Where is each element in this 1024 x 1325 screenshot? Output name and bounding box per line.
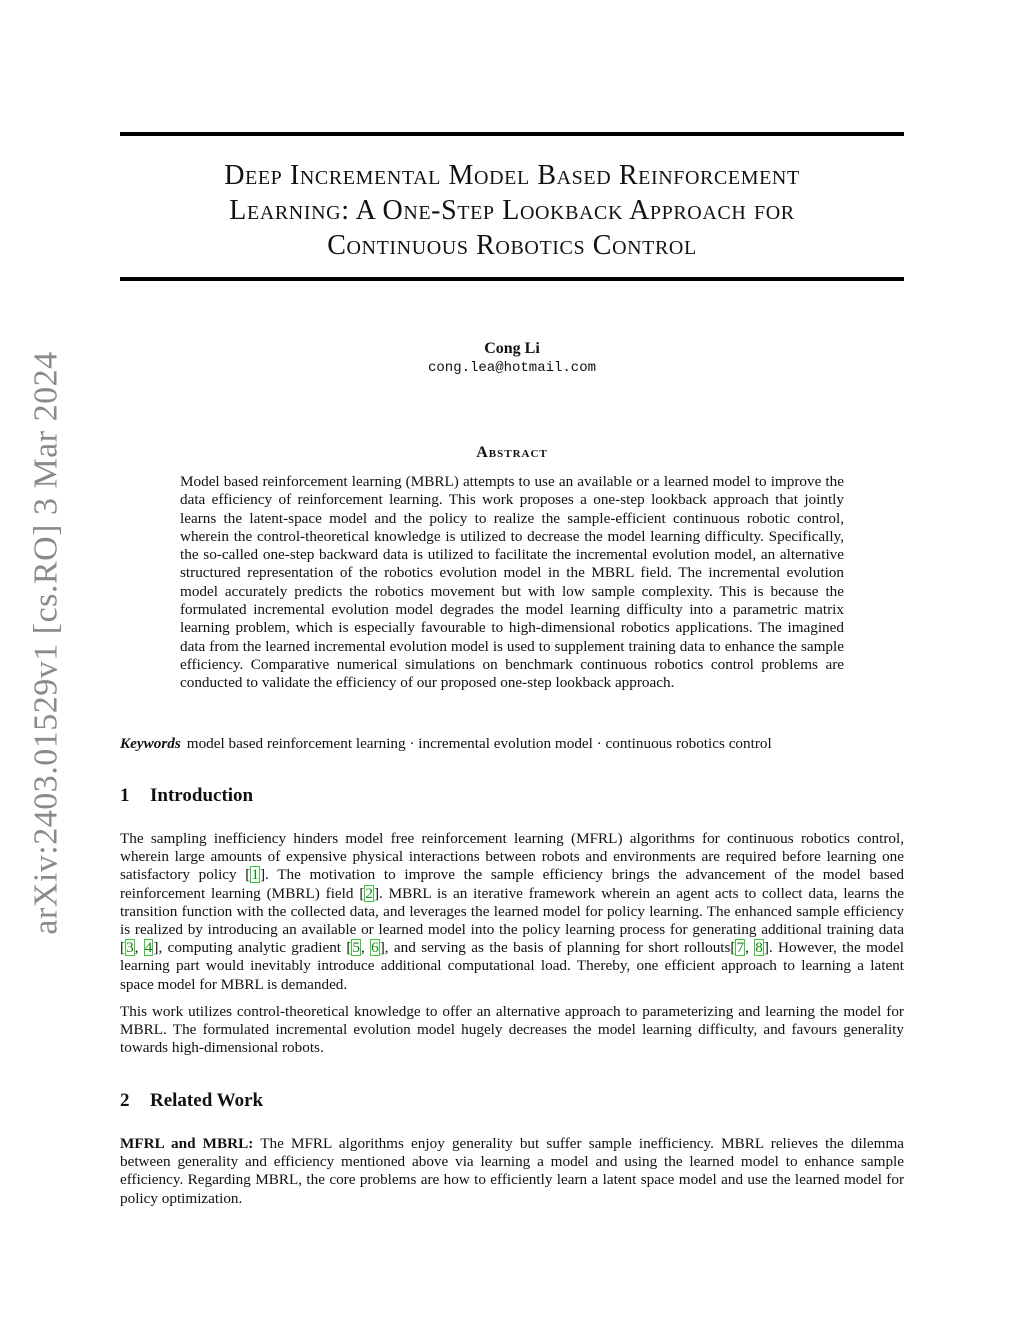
citation-link[interactable]: 1	[251, 866, 259, 884]
citation-link[interactable]: 8	[755, 939, 763, 957]
citation-link[interactable]: 4	[144, 939, 153, 957]
title-line-3: Continuous Robotics Control	[327, 230, 697, 261]
author-block	[0, 340, 1024, 376]
text-run: ], computing analytic gradient [	[153, 939, 352, 957]
abstract-text: Model based reinforcement learning (MBRL) attempts to use an available or a learned model to improve the data efficiency of reinforcement learning. This work proposes a one-step lookback approach that jointly learns the latent-space model and the policy to realize the sample-efficient continuous robotic control, wherein the control-theoretical knowledge is utilized to decrease the model learning difficulty. Specifically, the so-called one-step backward data is utilized to facilitate the incremental evolution model, an alternative structured representation of the robotics evolution model in the MBRL field. The incremental evolution model accurately predicts the robotics movement but with low sample complexity. This is because the formulated incremental evolution model degrades the model learning difficulty into a parametric matrix learning problem, which is especially favourable to high-dimensional robotics applications. The imagined data from the learned incremental evolution model is used to supplement training data to enhance the sample efficiency. Comparative numerical simulations on benchmark continuous robotics control problems are conducted to validate the efficiency of our proposed one-step lookback approach.	[180, 473, 844, 692]
text-run: ]. The motivation to improve the sample efficiency brings the advancement of the model based reinforcement learning (MBRL) field [	[120, 866, 905, 902]
author-email: cong.lea@hotmail.com	[427, 360, 597, 376]
title-line-2: Learning: A One-Step Lookback Approach for	[229, 195, 795, 226]
text-run: ,	[134, 939, 144, 957]
text-run: ]. However, the model learning part would inevitably introduce additional computational load. Thereby, one efficient approach to learning a latent space model for MBRL is demanded.	[120, 939, 905, 993]
paragraph-lead: MFRL and MBRL:	[120, 1135, 254, 1152]
arxiv-identifier-text: arXiv:2403.01529v1 [cs.RO] 3 Mar 2024	[28, 350, 66, 935]
intro-paragraph-1	[120, 830, 904, 994]
title-line-1: Deep Incremental Model Based Reinforcement	[224, 160, 800, 191]
citation-link[interactable]: 3	[126, 939, 134, 957]
keywords-text: model based reinforcement learning · incremental evolution model · continuous robotics control	[186, 735, 772, 752]
text-run: The sampling inefficiency hinders model free reinforcement learning (MFRL) algorithms for continuous robotics control, wherein large amounts of expensive physical interactions between robots and environments are required before learning one satisfactory policy [	[120, 830, 904, 884]
section-number: 1	[120, 785, 130, 806]
section-title: Related Work	[150, 1090, 264, 1111]
citation-link[interactable]: 7	[736, 939, 745, 957]
intro-paragraph-2: This work utilizes control-theoretical knowledge to offer an alternative approach to parameterizing and learning the model for MBRL. The formulated incremental evolution model hugely decreases the model learning difficulty, and favours generality towards high-dimensional robots.	[120, 1003, 904, 1057]
citation-link[interactable]: 6	[371, 939, 379, 957]
keywords-label: Keywords	[120, 735, 181, 752]
author-name: Cong Li	[484, 340, 540, 357]
title-top-rule	[120, 132, 904, 136]
text-run: ,	[745, 939, 755, 957]
paper-title	[120, 158, 904, 263]
section-number: 2	[120, 1090, 130, 1111]
text-run: ,	[361, 939, 371, 957]
text-run: ], and serving as the basis of planning for short rollouts[	[379, 939, 736, 957]
arxiv-identifier	[22, 350, 72, 935]
abstract-heading: Abstract	[476, 444, 548, 461]
title-bottom-rule	[120, 277, 904, 281]
text-run: ]. MBRL is an iterative framework wherein an agent acts to collect data, learns the transition function with the collected data, and leverages the learned model for policy learning. The enhanced sample efficiency is realized by introducing an available or learned model into the policy learning process for generating additional training data [	[120, 884, 904, 957]
section-title: Introduction	[150, 785, 254, 806]
related-paragraph-1	[120, 1135, 904, 1208]
section-introduction-heading	[120, 785, 253, 807]
citation-link[interactable]: 2	[365, 884, 373, 902]
section-related-work-heading	[120, 1090, 263, 1112]
keywords-line	[120, 734, 904, 753]
citation-link[interactable]: 5	[352, 939, 361, 957]
text-run: The MFRL algorithms enjoy generality but suffer sample inefficiency. MBRL relieves the dilemma between generality and efficiency mentioned above via learning a model and using the learned model to enhance sample efficiency. Regarding MBRL, the core problems are how to efficiently learn a latent space model and use the learned model for policy optimization.	[120, 1135, 904, 1207]
